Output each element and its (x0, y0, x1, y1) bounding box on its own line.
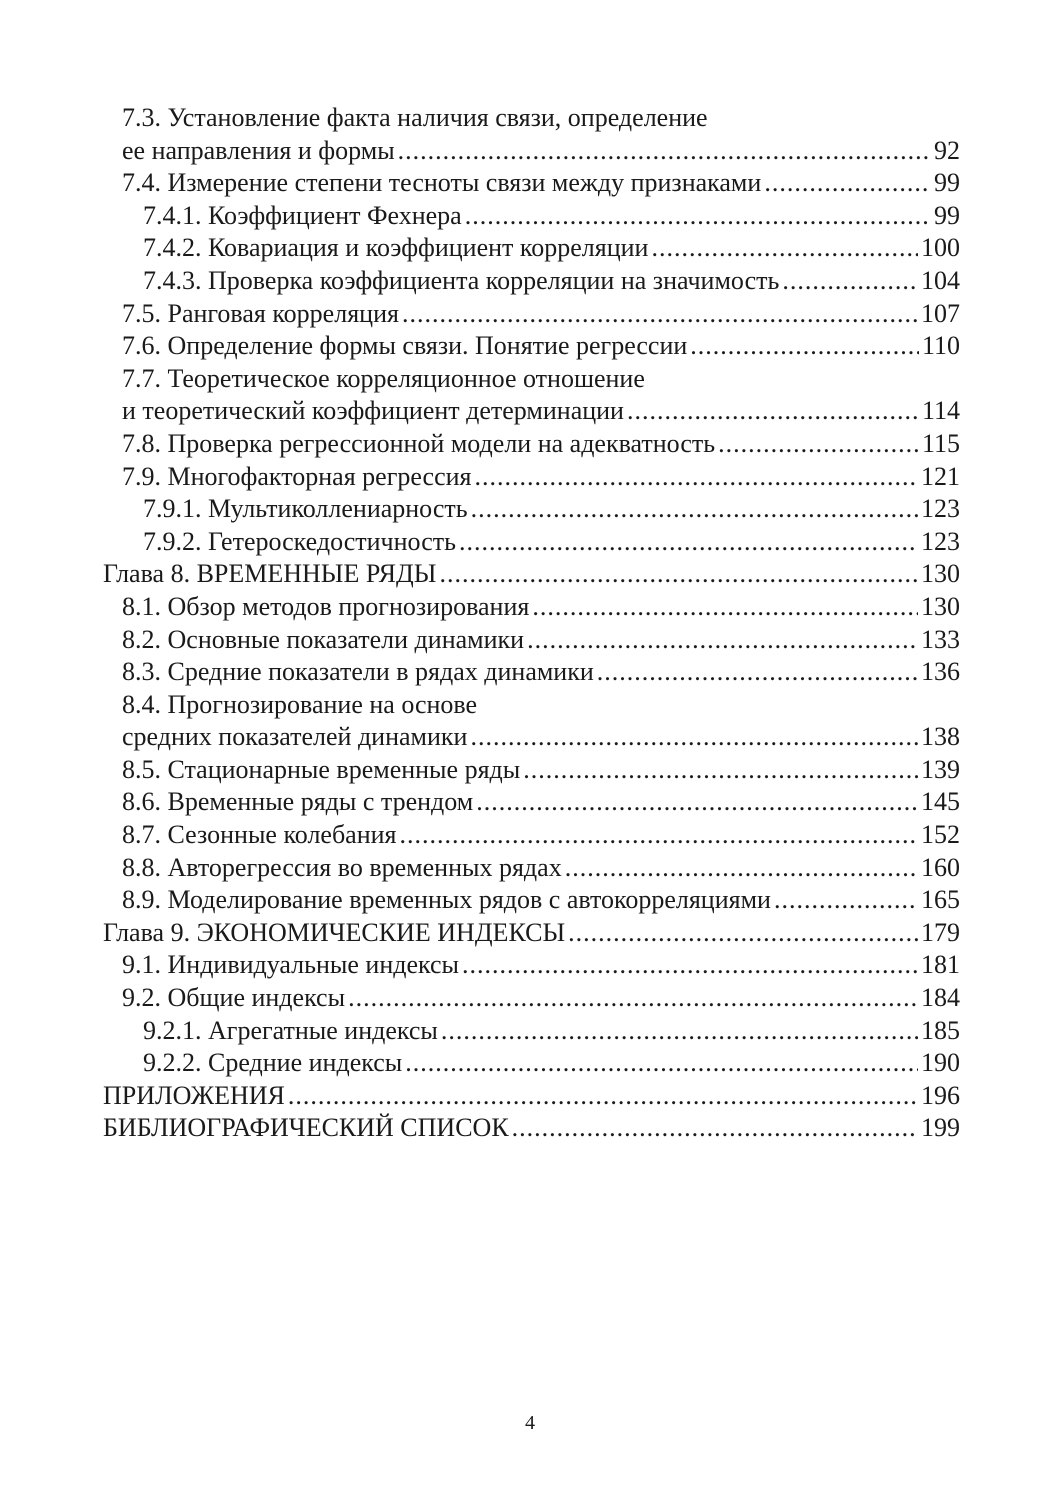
toc-entry-title: 8.2. Основные показатели динамики (122, 624, 525, 654)
toc-entry-page: 99 (934, 168, 960, 198)
toc-entry-title: 9.2. Общие индексы (122, 983, 346, 1013)
leader-dots (764, 167, 931, 200)
toc-entry (143, 526, 960, 559)
leader-dots (439, 558, 918, 591)
leader-dots (476, 786, 918, 819)
toc-entry-title: 7.4.2. Ковариация и коэффициент корреляции (143, 233, 649, 263)
toc-entry (122, 330, 960, 363)
toc-entry (103, 917, 960, 950)
toc-entry (103, 558, 960, 591)
toc-entry (122, 363, 960, 396)
leader-dots (774, 884, 918, 917)
toc-entry-page: 92 (934, 135, 960, 165)
toc-entry (122, 167, 960, 200)
leader-dots (441, 1015, 918, 1048)
leader-dots (470, 721, 918, 754)
toc-entry-title: 7.8. Проверка регрессионной модели на адекватность (122, 428, 716, 458)
toc-entry-page: 184 (921, 983, 960, 1013)
toc-entry (143, 200, 960, 233)
toc-entry (122, 624, 960, 657)
leader-dots (405, 1047, 918, 1080)
toc-entry-page: 130 (921, 559, 960, 589)
leader-dots (782, 265, 918, 298)
leader-dots (348, 982, 918, 1015)
toc-entry (122, 819, 960, 852)
toc-entry (122, 656, 960, 689)
leader-dots (527, 624, 918, 657)
toc-entry-page: 152 (921, 820, 960, 850)
toc-entry (122, 298, 960, 331)
leader-dots (690, 330, 919, 363)
toc-entry-page: 107 (921, 298, 960, 328)
toc-entry-page: 190 (921, 1048, 960, 1078)
toc-entry (103, 1112, 960, 1145)
toc-entry-title: 9.2.2. Средние индексы (143, 1048, 403, 1078)
toc-entry-page: 196 (921, 1080, 960, 1110)
toc-entry (143, 265, 960, 298)
leader-dots (651, 232, 918, 265)
toc-entry-page: 123 (921, 526, 960, 556)
toc-entry-page: 136 (921, 657, 960, 687)
toc-entry-page: 185 (921, 1015, 960, 1045)
toc-entry (122, 428, 960, 461)
toc-entry-title: 8.1. Обзор методов прогнозирования (122, 591, 530, 621)
toc-entry-page: 165 (921, 885, 960, 915)
leader-dots (523, 754, 918, 787)
leader-dots (398, 135, 931, 168)
toc-entry-title: 7.7. Теоретическое корреляционное отношение (122, 363, 645, 393)
toc-entry-title: 7.4.3. Проверка коэффициента корреляции на значимость (143, 265, 780, 295)
toc-entry (122, 591, 960, 624)
toc-entry-title: 7.5. Ранговая корреляция (122, 298, 399, 328)
toc-entry-title: и теоретический коэффициент детерминации (122, 396, 624, 426)
toc-entry-page: 199 (921, 1113, 960, 1143)
toc-entry-page: 160 (921, 852, 960, 882)
leader-dots (597, 656, 918, 689)
toc-entry-title: 7.9.1. Мультиколлениарность (143, 494, 468, 524)
toc-entry-title: 8.5. Стационарные временные ряды (122, 754, 521, 784)
toc-entry (122, 721, 960, 754)
toc-entry (143, 493, 960, 526)
toc-entry-page: 130 (921, 591, 960, 621)
leader-dots (402, 298, 918, 331)
toc-entry-title: 7.3. Установление факта наличия связи, определение (122, 103, 708, 132)
leader-dots (462, 949, 918, 982)
toc-entry (122, 102, 960, 135)
toc-entry-page: 179 (921, 917, 960, 947)
toc-entry (143, 232, 960, 265)
table-of-contents (0, 102, 1060, 1145)
toc-entry (122, 982, 960, 1015)
toc-entry-title: 8.7. Сезонные колебания (122, 820, 397, 850)
toc-entry-title: 7.9.2. Гетероскедостичность (143, 526, 456, 556)
toc-entry-page: 114 (921, 396, 960, 426)
leader-dots (565, 852, 918, 885)
leader-dots (627, 395, 919, 428)
toc-entry-title: Глава 8. ВРЕМЕННЫЕ РЯДЫ (103, 559, 437, 589)
toc-entry-title: 8.3. Средние показатели в рядах динамики (122, 657, 594, 687)
toc-entry-title: 8.4. Прогнозирование на основе (122, 689, 478, 719)
toc-entry (122, 395, 960, 428)
toc-entry-page: 100 (921, 233, 960, 263)
toc-entry (143, 1047, 960, 1080)
toc-entry-page: 138 (921, 722, 960, 752)
toc-entry-title: 7.6. Определение формы связи. Понятие регрессии (122, 331, 688, 361)
toc-entry (143, 1015, 960, 1048)
toc-entry-title: средних показателей динамики (122, 722, 468, 752)
toc-entry-page: 115 (921, 428, 960, 458)
toc-entry-title: 8.8. Авторегрессия во временных рядах (122, 852, 562, 882)
toc-entry-title: 7.9. Многофакторная регрессия (122, 461, 472, 491)
toc-entry (122, 135, 960, 168)
toc-entry-title: ее направления и формы (122, 135, 395, 165)
toc-entry-page: 121 (921, 461, 960, 491)
toc-entry-title: ПРИЛОЖЕНИЯ (103, 1080, 285, 1110)
leader-dots (512, 1112, 918, 1145)
toc-entry (122, 786, 960, 819)
toc-entry-page: 181 (921, 950, 960, 980)
toc-entry (122, 754, 960, 787)
toc-entry-title: 8.6. Временные ряды с трендом (122, 787, 474, 817)
leader-dots (465, 200, 931, 233)
toc-entry (122, 689, 960, 722)
toc-entry (122, 461, 960, 494)
toc-entry-page: 110 (921, 331, 960, 361)
leader-dots (532, 591, 918, 624)
leader-dots (288, 1080, 918, 1113)
toc-entry-page: 139 (921, 754, 960, 784)
leader-dots (568, 917, 918, 950)
toc-entry-page: 133 (921, 624, 960, 654)
toc-entry (103, 1080, 960, 1113)
toc-entry (122, 884, 960, 917)
toc-entry-title: Глава 9. ЭКОНОМИЧЕСКИЕ ИНДЕКСЫ (103, 917, 566, 947)
toc-entry-title: БИБЛИОГРАФИЧЕСКИЙ СПИСОК (103, 1113, 509, 1143)
leader-dots (475, 461, 918, 494)
leader-dots (718, 428, 919, 461)
leader-dots (459, 526, 918, 559)
toc-entry-title: 9.1. Индивидуальные индексы (122, 950, 460, 980)
toc-entry (122, 852, 960, 885)
toc-entry-page: 104 (921, 265, 960, 295)
toc-entry-page: 123 (921, 494, 960, 524)
toc-entry-title: 9.2.1. Агрегатные индексы (143, 1015, 438, 1045)
toc-entry-page: 99 (934, 200, 960, 230)
leader-dots (400, 819, 918, 852)
toc-entry (122, 949, 960, 982)
page-number: 4 (525, 1412, 535, 1434)
toc-entry-page: 145 (921, 787, 960, 817)
toc-entry-title: 8.9. Моделирование временных рядов с автокорреляциями (122, 885, 771, 915)
toc-entry-title: 7.4.1. Коэффициент Фехнера (143, 200, 462, 230)
leader-dots (471, 493, 918, 526)
toc-entry-title: 7.4. Измерение степени тесноты связи между признаками (122, 168, 762, 198)
